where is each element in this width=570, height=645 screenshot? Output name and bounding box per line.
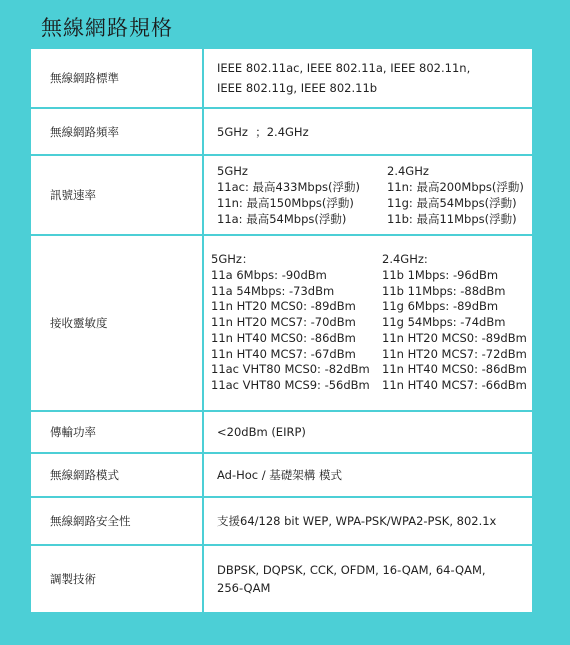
row-value [203, 235, 533, 411]
value-line: 11n HT40 MCS7: -67dBm [211, 346, 356, 361]
value-line: IEEE 802.11ac, IEEE 802.11a, IEEE 802.11n, [217, 61, 471, 75]
row-label: 接收靈敏度 [30, 235, 203, 411]
row-label: 無線網路安全性 [30, 497, 203, 545]
value-line: 11n HT20 MCS7: -70dBm [211, 315, 356, 330]
rate-5ghz-column [217, 163, 387, 227]
value-line: 11a 6Mbps: -90dBm [211, 267, 327, 282]
table-row [30, 497, 533, 545]
value-line: IEEE 802.11g, IEEE 802.11b [217, 81, 378, 95]
row-label: 調製技術 [30, 545, 203, 613]
row-value [203, 411, 533, 453]
value-line: 11b: 最高11Mbps(浮動) [387, 212, 517, 226]
table-row [30, 453, 533, 497]
value-line: 11n HT40 MCS0: -86dBm [211, 330, 356, 345]
value-line: 11n HT20 MCS7: -72dBm [382, 346, 527, 361]
value-line: 11n: 最高200Mbps(浮動) [387, 180, 524, 194]
sensitivity-24ghz-column [382, 252, 527, 394]
value-line: Ad-Hoc / 基礎架構 模式 [217, 468, 342, 482]
row-label: 無線網路模式 [30, 453, 203, 497]
row-label: 傳輸功率 [30, 411, 203, 453]
row-value [203, 48, 533, 108]
value-line: 256-QAM [217, 581, 271, 595]
row-value [203, 108, 533, 155]
table-row [30, 545, 533, 613]
value-line: 11n HT40 MCS7: -66dBm [382, 378, 527, 393]
value-line: 5GHz： [211, 251, 254, 266]
row-label: 無線網路標準 [30, 48, 203, 108]
value-line: 11b 11Mbps: -88dBm [382, 283, 506, 298]
row-value [203, 453, 533, 497]
value-line: DBPSK, DQPSK, CCK, OFDM, 16-QAM, 64-QAM, [217, 563, 486, 577]
table-row [30, 235, 533, 411]
value-line: 5GHz ；2.4GHz [217, 124, 309, 139]
value-line: 11g 6Mbps: -89dBm [382, 299, 499, 314]
table-row [30, 411, 533, 453]
value-line: 11ac VHT80 MCS9: -56dBm [211, 378, 370, 393]
table-row [30, 155, 533, 235]
value-line: 11a: 最高54Mbps(浮動) [217, 212, 347, 226]
row-value [203, 497, 533, 545]
rate-24ghz-column [387, 163, 524, 227]
table-row [30, 48, 533, 108]
value-line: 11ac: 最高433Mbps(浮動) [217, 180, 360, 194]
row-value [203, 545, 533, 613]
value-line: 11g: 最高54Mbps(浮動) [387, 196, 517, 210]
value-line: 2.4GHz [387, 164, 429, 178]
value-line: 11b 1Mbps: -96dBm [382, 267, 499, 282]
value-line: 5GHz [217, 164, 248, 178]
value-line: 11n: 最高150Mbps(浮動) [217, 196, 354, 210]
value-line: 11n HT20 MCS0: -89dBm [382, 330, 527, 345]
value-line: 11n HT20 MCS0: -89dBm [211, 299, 356, 314]
value-line: 11n HT40 MCS0: -86dBm [382, 362, 527, 377]
value-line: <20dBm (EIRP) [217, 425, 306, 439]
row-value [203, 155, 533, 235]
page-title: 無線網路規格 [41, 16, 173, 40]
value-line: 2.4GHz: [382, 251, 428, 266]
value-line: 11a 54Mbps: -73dBm [211, 283, 335, 298]
value-line: 11g 54Mbps: -74dBm [382, 315, 506, 330]
row-label: 無線網路頻率 [30, 108, 203, 155]
spec-table [29, 47, 534, 614]
value-line: 11ac VHT80 MCS0: -82dBm [211, 362, 370, 377]
row-label: 訊號速率 [30, 155, 203, 235]
table-row [30, 108, 533, 155]
sensitivity-5ghz-column [211, 252, 382, 394]
value-line: 支援64/128 bit WEP, WPA-PSK/WPA2-PSK, 802.1x [217, 514, 497, 528]
